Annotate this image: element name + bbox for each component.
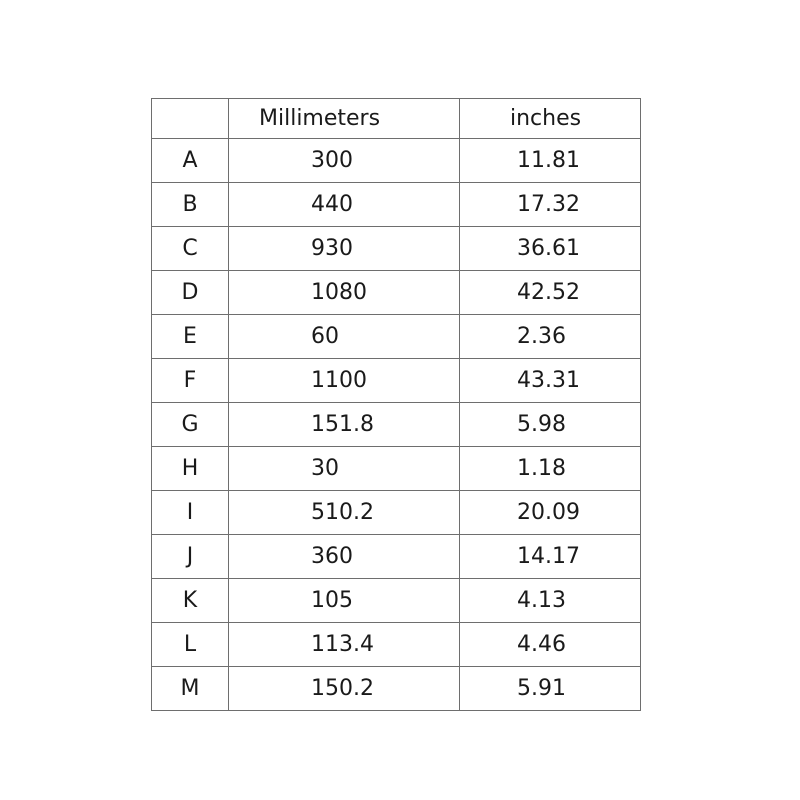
millimeters-cell: 105 bbox=[229, 579, 460, 623]
table-row bbox=[152, 579, 641, 623]
row-label-cell: C bbox=[152, 227, 229, 271]
table-row bbox=[152, 491, 641, 535]
row-label-cell: A bbox=[152, 139, 229, 183]
inches-cell: 42.52 bbox=[460, 271, 641, 315]
table-row bbox=[152, 667, 641, 711]
millimeters-cell: 60 bbox=[229, 315, 460, 359]
inches-cell: 43.31 bbox=[460, 359, 641, 403]
table-row bbox=[152, 623, 641, 667]
conversion-table bbox=[151, 98, 641, 711]
millimeters-cell: 440 bbox=[229, 183, 460, 227]
table-header bbox=[152, 99, 641, 139]
table-row bbox=[152, 315, 641, 359]
table-body bbox=[152, 139, 641, 711]
inches-cell: 5.91 bbox=[460, 667, 641, 711]
millimeters-cell: 1080 bbox=[229, 271, 460, 315]
millimeters-cell: 150.2 bbox=[229, 667, 460, 711]
row-label-cell: F bbox=[152, 359, 229, 403]
table-row bbox=[152, 183, 641, 227]
inches-cell: 4.46 bbox=[460, 623, 641, 667]
row-label-cell: G bbox=[152, 403, 229, 447]
header-inches: inches bbox=[460, 99, 641, 139]
millimeters-cell: 113.4 bbox=[229, 623, 460, 667]
table-row bbox=[152, 403, 641, 447]
table-row bbox=[152, 447, 641, 491]
inches-cell: 36.61 bbox=[460, 227, 641, 271]
row-label-cell: H bbox=[152, 447, 229, 491]
header-corner-cell bbox=[152, 99, 229, 139]
millimeters-cell: 360 bbox=[229, 535, 460, 579]
row-label-cell: L bbox=[152, 623, 229, 667]
inches-cell: 4.13 bbox=[460, 579, 641, 623]
row-label-cell: K bbox=[152, 579, 229, 623]
header-row bbox=[152, 99, 641, 139]
millimeters-cell: 151.8 bbox=[229, 403, 460, 447]
inches-cell: 5.98 bbox=[460, 403, 641, 447]
inches-cell: 1.18 bbox=[460, 447, 641, 491]
row-label-cell: I bbox=[152, 491, 229, 535]
row-label-cell: M bbox=[152, 667, 229, 711]
millimeters-cell: 300 bbox=[229, 139, 460, 183]
table-row bbox=[152, 139, 641, 183]
millimeters-cell: 930 bbox=[229, 227, 460, 271]
millimeters-cell: 30 bbox=[229, 447, 460, 491]
row-label-cell: D bbox=[152, 271, 229, 315]
table-row bbox=[152, 535, 641, 579]
row-label-cell: E bbox=[152, 315, 229, 359]
row-label-cell: J bbox=[152, 535, 229, 579]
inches-cell: 14.17 bbox=[460, 535, 641, 579]
millimeters-cell: 510.2 bbox=[229, 491, 460, 535]
header-millimeters: Millimeters bbox=[229, 99, 460, 139]
inches-cell: 17.32 bbox=[460, 183, 641, 227]
millimeters-cell: 1100 bbox=[229, 359, 460, 403]
inches-cell: 2.36 bbox=[460, 315, 641, 359]
inches-cell: 11.81 bbox=[460, 139, 641, 183]
table-row bbox=[152, 359, 641, 403]
table-row bbox=[152, 227, 641, 271]
inches-cell: 20.09 bbox=[460, 491, 641, 535]
table-row bbox=[152, 271, 641, 315]
row-label-cell: B bbox=[152, 183, 229, 227]
